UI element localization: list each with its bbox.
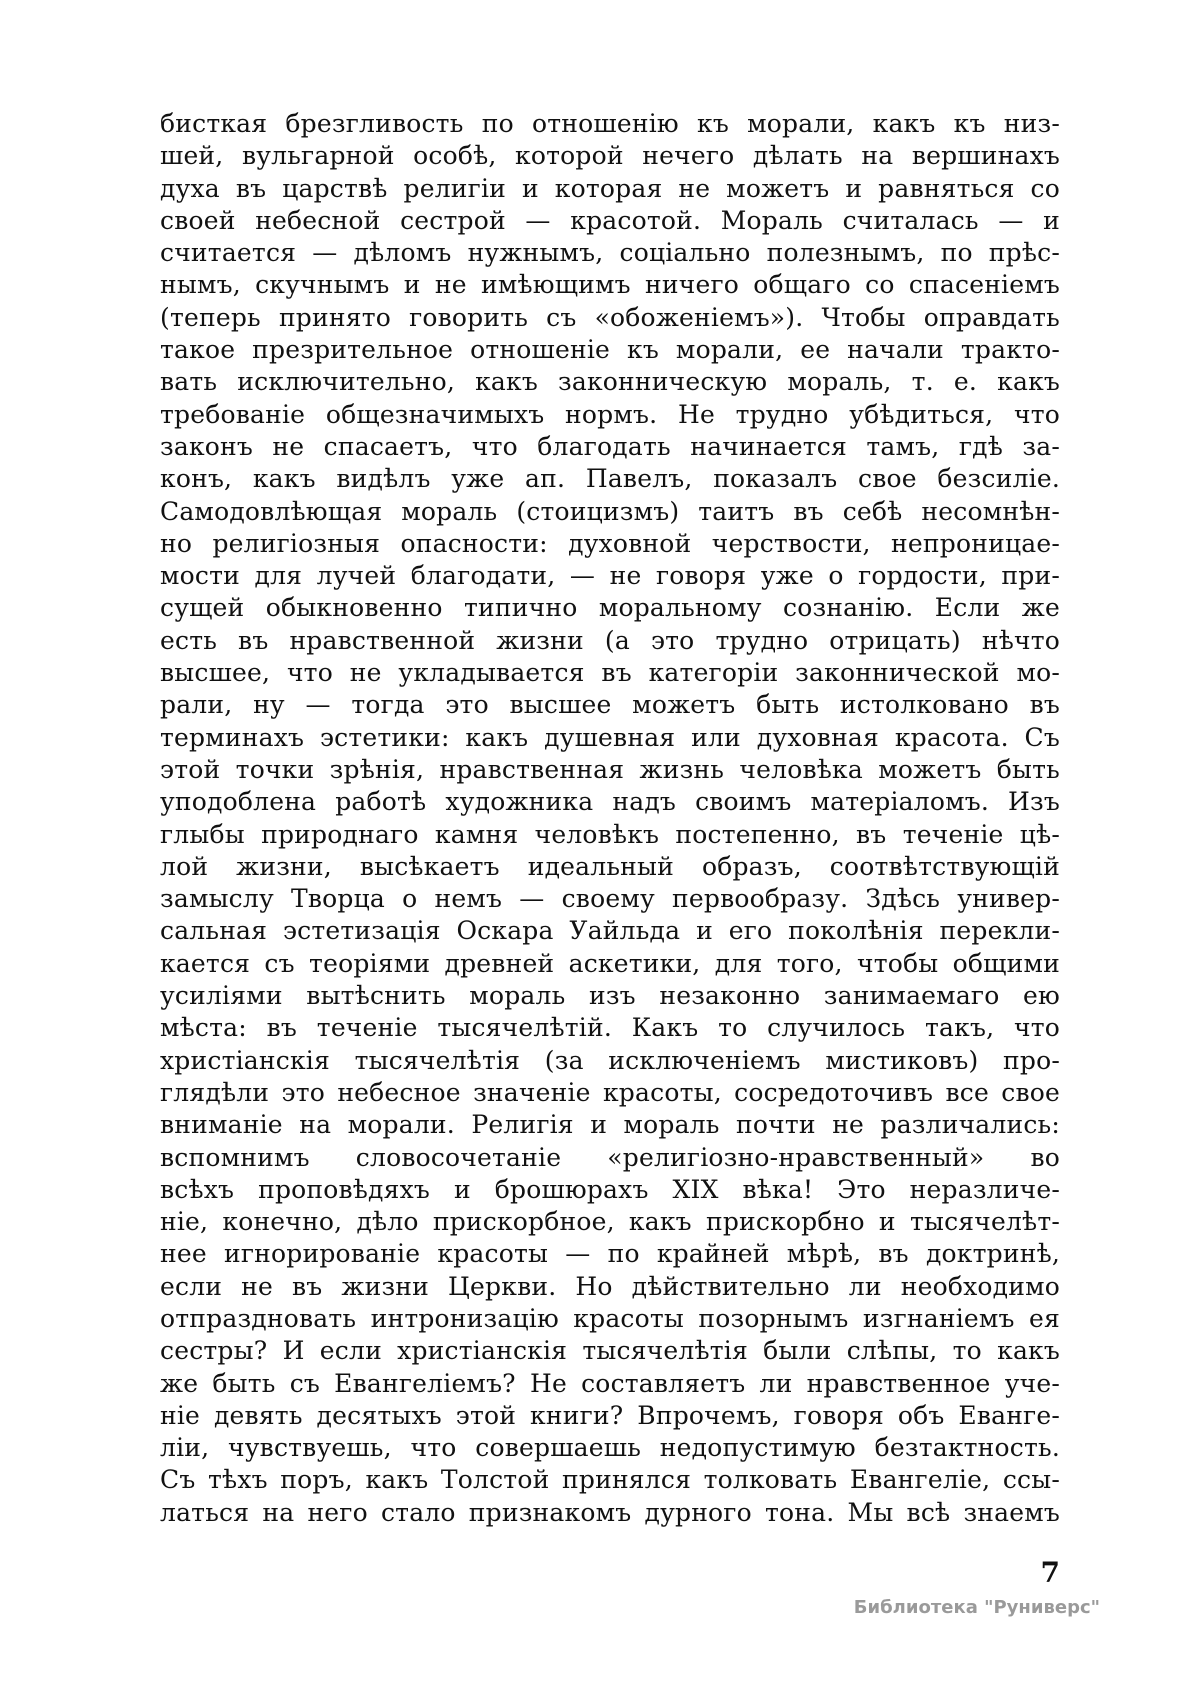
text-line: шей, вульгарной особѣ, которой нечего дѣлать на вершинахъ [160, 141, 1060, 171]
text-line: терминахъ эстетики: какъ душевная или духовная красота. Съ [160, 722, 1060, 752]
text-line: есть въ нравственной жизни (а это трудно отрицать) нѣчто [160, 625, 1060, 655]
page-number: 7 [1040, 1556, 1060, 1589]
text-line: сущей обыкновенно типично моральному сознанію. Если же [160, 593, 1060, 623]
text-line: сальная эстетизація Оскара Уайльда и его поколѣнія перекли- [160, 916, 1060, 946]
text-line: отпраздновать интронизацію красоты позорнымъ изгнаніемъ ея [160, 1303, 1060, 1333]
text-line: же быть съ Евангеліемъ? Не составляетъ ли нравственное уче- [160, 1368, 1060, 1398]
text-line: всѣхъ проповѣдяхъ и брошюрахъ XIX вѣка! Это неразличе- [160, 1174, 1060, 1204]
text-line: сестры? И если христіанскія тысячелѣтія были слѣпы, то какъ [160, 1336, 1060, 1366]
text-line: Самодовлѣющая мораль (стоицизмъ) таитъ въ себѣ несомнѣн- [160, 496, 1060, 526]
text-line: вать исключительно, какъ законническую мораль, т. е. какъ [160, 367, 1060, 397]
text-line: но религіозныя опасности: духовной черствости, непроницае- [160, 528, 1060, 558]
text-line: законъ не спасаетъ, что благодать начинается тамъ, гдѣ за- [160, 431, 1060, 461]
text-line: высшее, что не укладывается въ категоріи законнической мо- [160, 658, 1060, 688]
text-line: кается съ теоріями древней аскетики, для того, чтобы общими [160, 948, 1060, 978]
text-line: замыслу Творца о немъ — своему первообразу. Здѣсь универ- [160, 884, 1060, 914]
text-line: нымъ, скучнымъ и не имѣющимъ ничего общаго со спасеніемъ [160, 270, 1060, 300]
text-line: своей небесной сестрой — красотой. Мораль считалась — и [160, 205, 1060, 235]
text-line: мѣста: въ теченіе тысячелѣтій. Какъ то случилось такъ, что [160, 1013, 1060, 1043]
text-line: этой точки зрѣнія, нравственная жизнь человѣка можетъ быть [160, 754, 1060, 784]
text-line: ніе девять десятыхъ этой книги? Впрочемъ, говоря объ Еванге- [160, 1400, 1060, 1430]
text-line: ліи, чувствуешь, что совершаешь недопустимую безтактность. [160, 1433, 1060, 1463]
text-line: бисткая брезгливость по отношенію къ морали, какъ къ низ- [160, 109, 1060, 138]
text-line: уподоблена работѣ художника надъ своимъ матеріаломъ. Изъ [160, 787, 1060, 817]
text-line: глыбы природнаго камня человѣкъ постепенно, въ теченіе цѣ- [160, 819, 1060, 849]
text-line: глядѣли это небесное значеніе красоты, сосредоточивъ все свое [160, 1077, 1060, 1107]
text-line: вспомнимъ словосочетаніе «религіозно-нравственный» во [160, 1142, 1060, 1172]
text-line: если не въ жизни Церкви. Но дѣйствительно ли необходимо [160, 1271, 1060, 1301]
text-line: требованіе общезначимыхъ нормъ. Не трудно убѣдиться, что [160, 399, 1060, 429]
text-line: считается — дѣломъ нужнымъ, соціально полезнымъ, по прѣс- [160, 238, 1060, 268]
text-line: вниманіе на морали. Религія и мораль почти не различались: [160, 1110, 1060, 1140]
library-watermark: Библиотека "Руниверс" [853, 1597, 1100, 1618]
text-line: (теперь принято говорить съ «обоженіемъ»). Чтобы оправдать [160, 302, 1060, 332]
text-line: усиліями вытѣснить мораль изъ незаконно занимаемаго ею [160, 981, 1060, 1011]
text-line: лой жизни, высѣкаетъ идеальный образъ, соотвѣтствующій [160, 851, 1060, 881]
text-line: конъ, какъ видѣлъ уже ап. Павелъ, показалъ свое безсиліе. [160, 464, 1060, 494]
body-text [160, 108, 1060, 1529]
text-line: нее игнорированіе красоты — по крайней мѣрѣ, въ доктринѣ, [160, 1239, 1060, 1269]
text-line: духа въ царствѣ религіи и которая не можетъ и равняться со [160, 173, 1060, 203]
text-line: рали, ну — тогда это высшее можетъ быть истолковано въ [160, 690, 1060, 720]
text-line: ніе, конечно, дѣло прискорбное, какъ прискорбно и тысячелѣт- [160, 1207, 1060, 1237]
text-line: Съ тѣхъ поръ, какъ Толстой принялся толковать Евангеліе, ссы- [160, 1465, 1060, 1495]
text-line: такое презрительное отношеніе къ морали, ее начали тракто- [160, 335, 1060, 365]
text-line: латься на него стало признакомъ дурного тона. Мы всѣ знаемъ [160, 1497, 1060, 1527]
text-line: христіанскія тысячелѣтія (за исключеніемъ мистиковъ) про- [160, 1045, 1060, 1075]
text-line: мости для лучей благодати, — не говоря уже о гордости, при- [160, 561, 1060, 591]
